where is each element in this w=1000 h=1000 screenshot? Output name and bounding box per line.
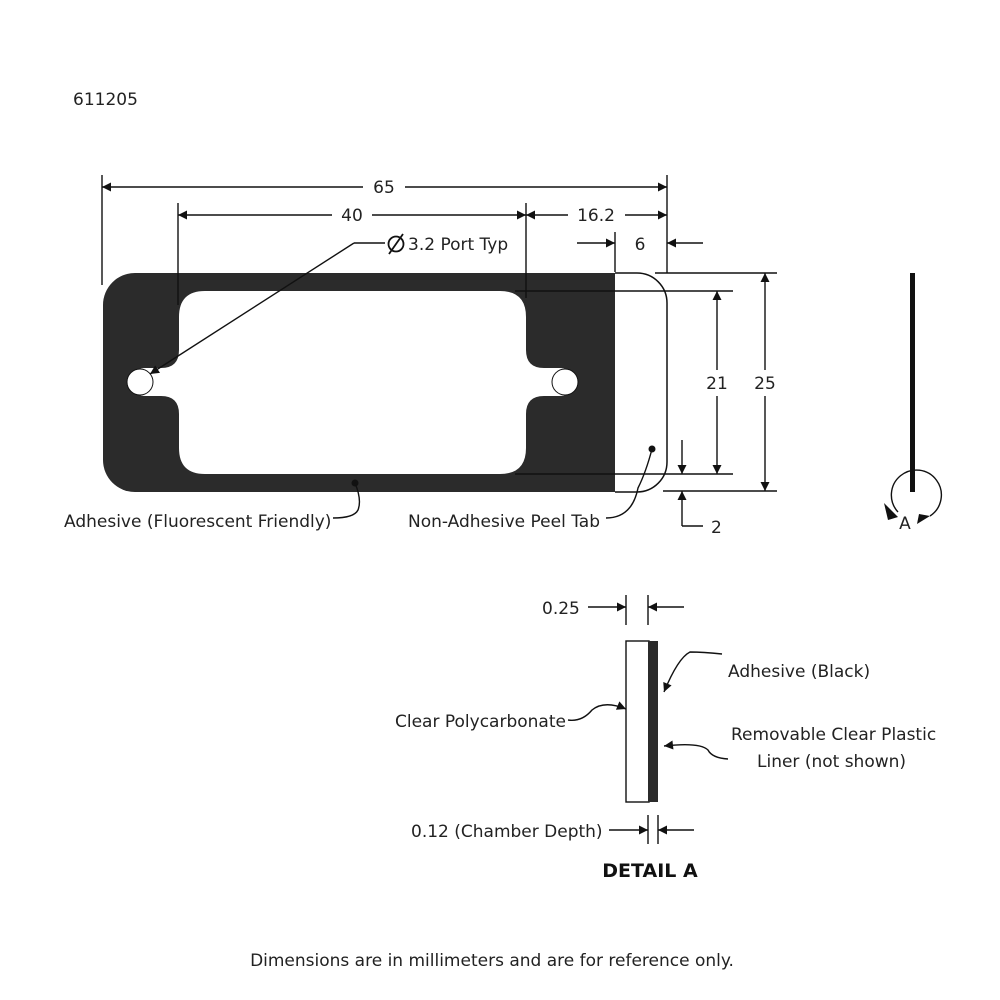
detail-liner-label-1: Removable Clear Plastic bbox=[731, 725, 937, 745]
dim-corner-offset bbox=[682, 440, 722, 538]
dim-tab-offset-text: 16.2 bbox=[577, 206, 615, 226]
dim-overall-length-text: 65 bbox=[373, 178, 395, 198]
diameter-icon bbox=[389, 234, 404, 254]
dim-overall-height-text: 25 bbox=[754, 374, 776, 394]
dim-overall-length bbox=[102, 178, 667, 198]
port-hole-left bbox=[127, 369, 153, 395]
dim-chamber-length bbox=[178, 206, 526, 226]
section-arrow-right-icon bbox=[917, 514, 930, 524]
dim-tab-width-text: 6 bbox=[634, 235, 646, 255]
section-arrow-left-icon bbox=[884, 503, 898, 520]
dim-tab-width bbox=[577, 235, 703, 255]
chamber-cutout bbox=[131, 291, 574, 474]
label-adhesive: Adhesive (Fluorescent Friendly) bbox=[64, 512, 332, 532]
detail-title: DETAIL A bbox=[602, 860, 698, 882]
dim-tab-offset bbox=[526, 206, 667, 226]
label-peel-tab: Non-Adhesive Peel Tab bbox=[408, 512, 600, 532]
peel-tab bbox=[615, 273, 667, 492]
section-label: A bbox=[899, 514, 911, 534]
detail-liner-label-2: Liner (not shown) bbox=[757, 752, 907, 772]
dim-chamber-height bbox=[706, 291, 728, 474]
detail-adhesive-label: Adhesive (Black) bbox=[728, 662, 871, 682]
dim-chamber-height-text: 21 bbox=[706, 374, 728, 394]
dim-overall-height bbox=[754, 273, 776, 491]
dim-port-text: 3.2 Port Typ bbox=[408, 235, 509, 255]
detail-polycarbonate-label: Clear Polycarbonate bbox=[395, 712, 566, 732]
dim-chamber-length-text: 40 bbox=[341, 206, 363, 226]
detail-a bbox=[395, 595, 936, 882]
gasket-part bbox=[103, 273, 667, 492]
detail-chamber-depth-text: 0.12 (Chamber Depth) bbox=[411, 822, 603, 842]
part-number: 611205 bbox=[73, 90, 138, 110]
dim-corner-offset-text: 2 bbox=[711, 518, 722, 538]
adhesive-layer bbox=[648, 641, 658, 802]
footer-note: Dimensions are in millimeters and are for reference only. bbox=[250, 951, 734, 971]
side-view bbox=[884, 273, 941, 534]
detail-thickness-text: 0.25 bbox=[542, 599, 580, 619]
polycarbonate-layer bbox=[626, 641, 649, 802]
port-hole-right bbox=[552, 369, 578, 395]
